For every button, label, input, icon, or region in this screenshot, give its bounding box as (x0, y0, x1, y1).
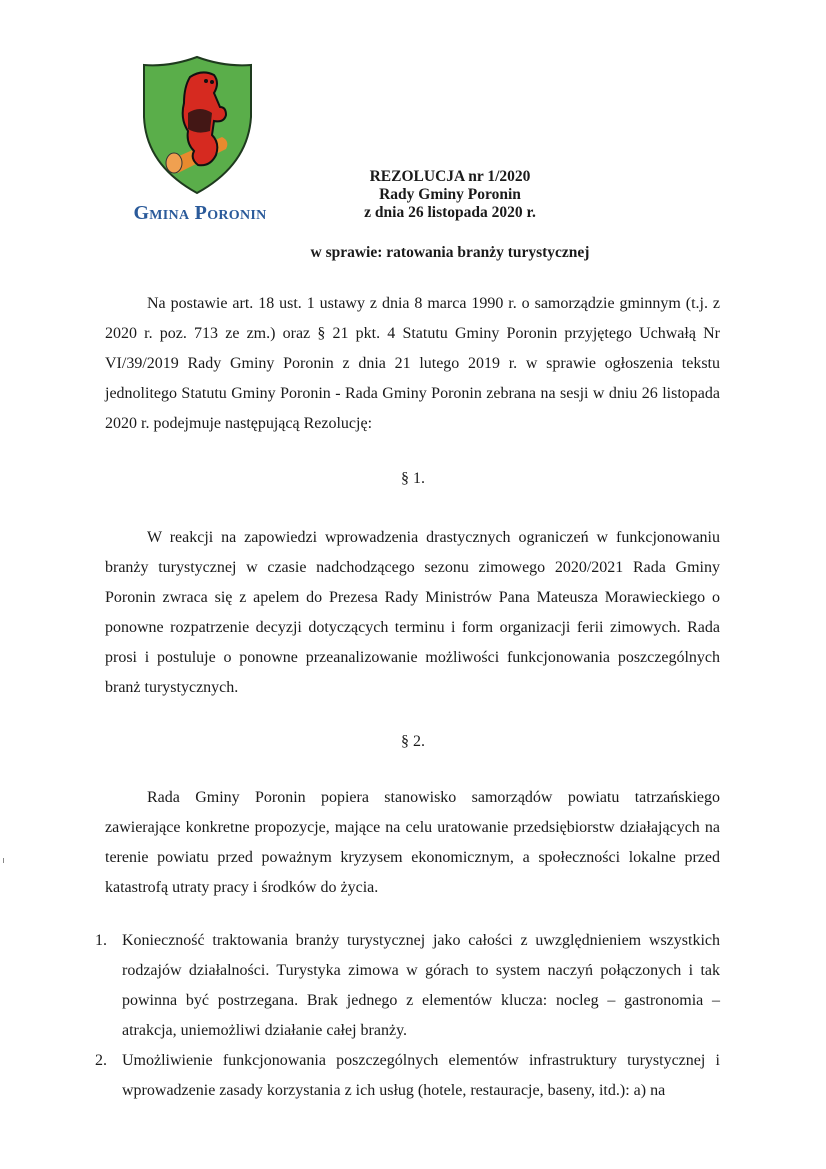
section-2-mark: § 2. (401, 733, 425, 750)
intro-paragraph: Na postawie art. 18 ust. 1 ustawy z dnia 8 marca 1990 r. o samorządzie gminnym (t.j. z 2020 r. poz. 713 ze zm.) oraz § 21 pkt. 4 Statutu Gminy Poronin przyjętego Uchwałą Nr VI/39/2019 Rady Gminy Poronin z dnia 21 lutego 2019 r. w sprawie ogłoszenia tekstu jednolitego Statutu Gminy Poronin - Rada Gminy Poronin zebrana na sesji w dniu 26 listopada 2020 r. podejmuje następującą Rezolucję: (105, 295, 720, 432)
section-2-text: Rada Gminy Poronin popiera stanowisko samorządów powiatu tatrzańskiego zawierające konkretne propozycje, mające na celu uratowanie przedsiębiorstw działających na terenie powiatu przed poważnym kryzysem ekonomicznym, a społeczności lokalne przed katastrofą utraty pracy i środków do życia. (105, 789, 720, 896)
organization-name: Gmina Poronin (133, 202, 267, 224)
scan-artifact (3, 858, 4, 863)
resolution-heading (290, 168, 610, 222)
resolution-number: REZOLUCJA nr 1/2020 (369, 168, 531, 185)
section-1-text: W reakcji na zapowiedzi wprowadzenia drastycznych ograniczeń w funkcjonowaniu branży turystycznej w czasie nadchodzącego sezonu zimowego 2020/2021 Rada Gminy Poronin zwraca się z apelem do Prezesa Rady Ministrów Pana Mateusza Morawieckiego o ponowne rozpatrzenie decyzji dotyczących terminu i form organizacji ferii zimowych. Rada prosi i postuluje o ponowne przeanalizowanie możliwości funkcjonowania poszczególnych branż turystycznych. (105, 529, 720, 696)
resolution-subject: w sprawie: ratowania branży turystycznej (310, 244, 590, 261)
list-item-number: 1. (95, 932, 107, 949)
list-item-number: 2. (95, 1052, 107, 1069)
list-item-text: Konieczność traktowania branży turystycznej jako całości z uwzględnieniem wszystkich rodzajów działalności. Turystyka zimowa w górach to system naczyń połączonych i tak powinna być postrzegana. Brak jednego z elementów klucza: nocleg – gastronomia – atrakcja, uniemożliwi działanie całej branży. (122, 932, 720, 1039)
list-item (95, 1046, 720, 1106)
resolution-date: z dnia 26 listopada 2020 r. (364, 204, 536, 221)
resolution-issuer: Rady Gminy Poronin (379, 186, 521, 203)
list-item (95, 926, 720, 1046)
proposal-list (95, 926, 720, 1106)
section-1-mark: § 1. (401, 470, 425, 487)
coat-of-arms-icon (140, 55, 255, 195)
list-item-text: Umożliwienie funkcjonowania poszczególnych elementów infrastruktury turystycznej i wprowadzenie zasady korzystania z ich usług (hotele, restauracje, baseny, itd.): a) na (122, 1052, 720, 1099)
